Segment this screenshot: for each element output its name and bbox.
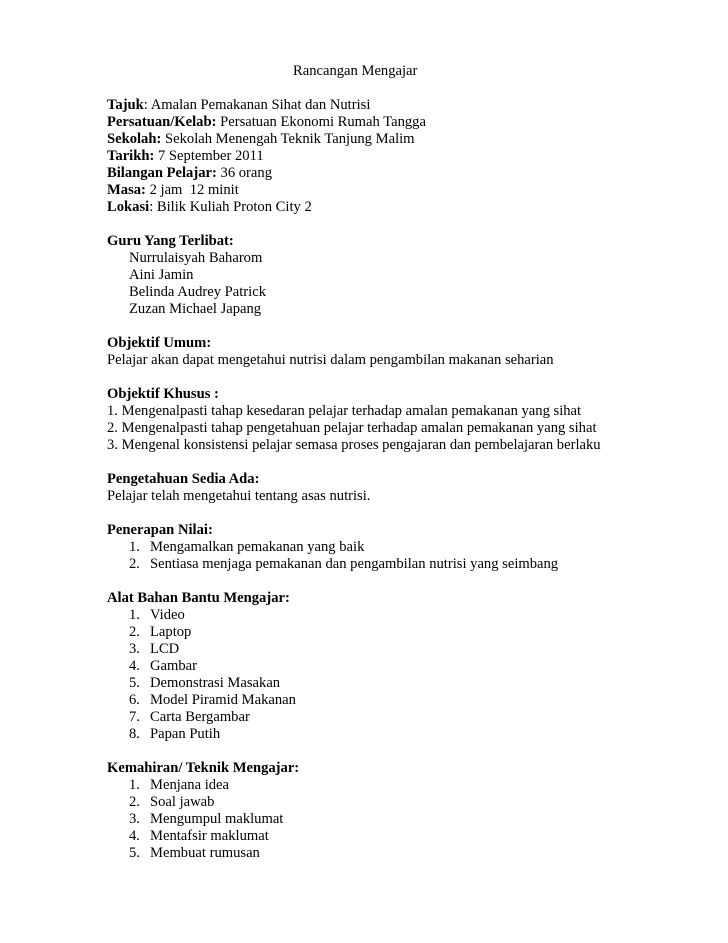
objektif-umum-text: Pelajar akan dapat mengetahui nutrisi dalam pengambilan makanan seharian (107, 352, 554, 368)
info-label: Tajuk (107, 97, 144, 113)
objektif-khusus-item: 2. Mengenalpasti tahap pengetahuan pelajar terhadap amalan pemakanan yang sihat (107, 420, 597, 436)
list-number: 5. (129, 845, 140, 861)
info-label: Lokasi (107, 199, 150, 215)
objektif-khusus-item: 3. Mengenal konsistensi pelajar semasa proses pengajaran dan pembelajaran berlaku (107, 437, 601, 453)
document-title: Rancangan Mengajar (293, 63, 418, 79)
list-number: 4. (129, 828, 140, 844)
list-number: 1. (129, 539, 140, 555)
info-value: Bilik Kuliah Proton City 2 (156, 199, 312, 215)
guru-section (107, 233, 707, 318)
guru-name: Belinda Audrey Patrick (129, 284, 266, 300)
list-text: Demonstrasi Masakan (150, 675, 281, 691)
list-item (129, 641, 707, 658)
list-item (129, 794, 707, 811)
list-item (129, 692, 707, 709)
info-tajuk (107, 97, 707, 114)
list-number: 2. (129, 624, 140, 640)
alat-list (107, 607, 707, 743)
list-item (129, 811, 707, 828)
penerapan-heading: Penerapan Nilai: (107, 522, 213, 538)
list-item (129, 675, 707, 692)
alat-section (107, 590, 707, 743)
list-text: Mengumpul maklumat (150, 811, 284, 827)
kemahiran-heading: Kemahiran/ Teknik Mengajar: (107, 760, 300, 776)
info-lokasi (107, 199, 707, 216)
pengetahuan-heading: Pengetahuan Sedia Ada: (107, 471, 260, 487)
list-text: Menjana idea (150, 777, 230, 793)
list-item (129, 624, 707, 641)
list-text: Mentafsir maklumat (150, 828, 269, 844)
list-number: 2. (129, 794, 140, 810)
info-label: Tarikh: (107, 148, 155, 164)
list-item (129, 607, 707, 624)
info-label: Sekolah: (107, 131, 162, 147)
objektif-umum-section (107, 335, 707, 369)
list-number: 1. (129, 777, 140, 793)
list-item (129, 845, 707, 862)
info-sep: : (149, 199, 157, 215)
info-label: Masa: (107, 182, 146, 198)
kemahiran-section (107, 760, 707, 862)
list-item (129, 539, 707, 556)
info-sekolah (107, 131, 707, 148)
list-text: Mengamalkan pemakanan yang baik (150, 539, 365, 555)
info-value: Amalan Pemakanan Sihat dan Nutrisi (150, 97, 371, 113)
list-text: Gambar (150, 658, 198, 674)
list-item (129, 726, 707, 743)
pengetahuan-section (107, 471, 707, 505)
list-text: Laptop (150, 624, 192, 640)
info-label: Persatuan/Kelab: (107, 114, 217, 130)
objektif-umum-heading: Objektif Umum: (107, 335, 212, 351)
list-number: 4. (129, 658, 140, 674)
objektif-khusus-heading: Objektif Khusus : (107, 386, 219, 402)
kemahiran-list (107, 777, 707, 862)
list-item (129, 777, 707, 794)
info-value: 7 September 2011 (157, 148, 264, 164)
info-value: Sekolah Menengah Teknik Tanjung Malim (165, 131, 415, 147)
penerapan-list (107, 539, 707, 573)
document-page (107, 63, 707, 862)
list-text: Carta Bergambar (150, 709, 250, 725)
list-text: Papan Putih (150, 726, 221, 742)
list-text: Soal jawab (150, 794, 215, 810)
info-value: 2 jam 12 minit (149, 182, 239, 198)
list-number: 1. (129, 607, 140, 623)
alat-heading: Alat Bahan Bantu Mengajar: (107, 590, 290, 606)
objektif-khusus-item: 1. Mengenalpasti tahap kesedaran pelajar terhadap amalan pemakanan yang sihat (107, 403, 582, 419)
list-number: 5. (129, 675, 140, 691)
info-masa (107, 182, 707, 199)
list-item (129, 828, 707, 845)
info-persatuan (107, 114, 707, 131)
info-tarikh (107, 148, 707, 165)
info-sep: : (143, 97, 151, 113)
info-label: Bilangan Pelajar: (107, 165, 217, 181)
info-bilangan (107, 165, 707, 182)
list-text: Model Piramid Makanan (150, 692, 296, 708)
list-item (129, 556, 707, 573)
info-block (107, 97, 707, 216)
list-item (129, 709, 707, 726)
info-value: Persatuan Ekonomi Rumah Tangga (220, 114, 426, 130)
list-number: 3. (129, 641, 140, 657)
list-text: Membuat rumusan (150, 845, 260, 861)
guru-heading: Guru Yang Terlibat: (107, 233, 234, 249)
list-text: Sentiasa menjaga pemakanan dan pengambilan nutrisi yang seimbang (150, 556, 559, 572)
guru-name: Zuzan Michael Japang (129, 301, 262, 317)
list-number: 6. (129, 692, 140, 708)
list-number: 7. (129, 709, 140, 725)
list-number: 3. (129, 811, 140, 827)
pengetahuan-text: Pelajar telah mengetahui tentang asas nutrisi. (107, 488, 371, 504)
list-text: Video (150, 607, 185, 623)
list-number: 2. (129, 556, 140, 572)
guru-name: Aini Jamin (129, 267, 194, 283)
objektif-khusus-section (107, 386, 707, 454)
info-value: 36 orang (220, 165, 272, 181)
list-text: LCD (150, 641, 180, 657)
list-item (129, 658, 707, 675)
penerapan-section (107, 522, 707, 573)
list-number: 8. (129, 726, 140, 742)
guru-name: Nurrulaisyah Baharom (129, 250, 263, 266)
